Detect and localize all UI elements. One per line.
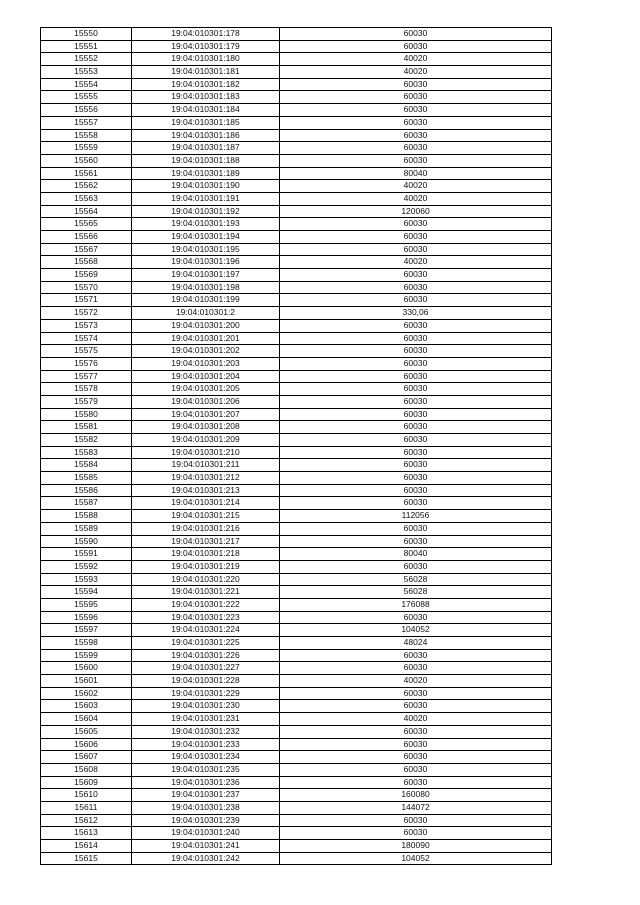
table-row [41, 357, 552, 370]
cadastral-number-cell: 19:04:010301:202 [132, 345, 280, 358]
cadastral-number-cell: 19:04:010301:187 [132, 142, 280, 155]
table-row [41, 104, 552, 117]
cadastral-number-cell: 19:04:010301:223 [132, 611, 280, 624]
value-cell: 60030 [280, 725, 552, 738]
table-row [41, 801, 552, 814]
value-cell: 180090 [280, 840, 552, 853]
cadastral-number-cell: 19:04:010301:218 [132, 548, 280, 561]
cadastral-number-cell: 19:04:010301:181 [132, 66, 280, 79]
row-number-cell: 15596 [41, 611, 132, 624]
row-number-cell: 15615 [41, 852, 132, 865]
value-cell: 60030 [280, 294, 552, 307]
table-row [41, 370, 552, 383]
row-number-cell: 15587 [41, 497, 132, 510]
row-number-cell: 15609 [41, 776, 132, 789]
cadastral-number-cell: 19:04:010301:221 [132, 586, 280, 599]
row-number-cell: 15570 [41, 281, 132, 294]
table-row [41, 649, 552, 662]
row-number-cell: 15558 [41, 129, 132, 142]
row-number-cell: 15557 [41, 116, 132, 129]
row-number-cell: 15589 [41, 522, 132, 535]
cadastral-number-cell: 19:04:010301:186 [132, 129, 280, 142]
value-cell: 330,06 [280, 307, 552, 320]
value-cell: 60030 [280, 649, 552, 662]
row-number-cell: 15603 [41, 700, 132, 713]
cadastral-number-cell: 19:04:010301:197 [132, 269, 280, 282]
table-row [41, 434, 552, 447]
row-number-cell: 15563 [41, 192, 132, 205]
table-row [41, 852, 552, 865]
row-number-cell: 15560 [41, 154, 132, 167]
cadastral-number-cell: 19:04:010301:184 [132, 104, 280, 117]
table-row [41, 294, 552, 307]
value-cell: 60030 [280, 408, 552, 421]
table-row [41, 243, 552, 256]
row-number-cell: 15594 [41, 586, 132, 599]
row-number-cell: 15566 [41, 231, 132, 244]
value-cell: 48024 [280, 637, 552, 650]
table-row [41, 142, 552, 155]
table-row [41, 687, 552, 700]
value-cell: 80040 [280, 548, 552, 561]
cadastral-number-cell: 19:04:010301:208 [132, 421, 280, 434]
cadastral-number-cell: 19:04:010301:204 [132, 370, 280, 383]
table-row [41, 408, 552, 421]
row-number-cell: 15610 [41, 789, 132, 802]
registry-table-body [41, 28, 552, 865]
cadastral-number-cell: 19:04:010301:232 [132, 725, 280, 738]
row-number-cell: 15602 [41, 687, 132, 700]
row-number-cell: 15614 [41, 840, 132, 853]
table-row [41, 484, 552, 497]
row-number-cell: 15595 [41, 598, 132, 611]
cadastral-number-cell: 19:04:010301:178 [132, 28, 280, 41]
row-number-cell: 15588 [41, 510, 132, 523]
value-cell: 60030 [280, 472, 552, 485]
value-cell: 60030 [280, 395, 552, 408]
cadastral-number-cell: 19:04:010301:216 [132, 522, 280, 535]
value-cell: 60030 [280, 560, 552, 573]
value-cell: 60030 [280, 154, 552, 167]
cadastral-number-cell: 19:04:010301:217 [132, 535, 280, 548]
row-number-cell: 15577 [41, 370, 132, 383]
cadastral-number-cell: 19:04:010301:231 [132, 713, 280, 726]
table-row [41, 675, 552, 688]
row-number-cell: 15564 [41, 205, 132, 218]
value-cell: 60030 [280, 497, 552, 510]
cadastral-number-cell: 19:04:010301:207 [132, 408, 280, 421]
table-row [41, 522, 552, 535]
table-row [41, 573, 552, 586]
cadastral-number-cell: 19:04:010301:227 [132, 662, 280, 675]
cadastral-number-cell: 19:04:010301:233 [132, 738, 280, 751]
cadastral-number-cell: 19:04:010301:206 [132, 395, 280, 408]
table-row [41, 624, 552, 637]
row-number-cell: 15556 [41, 104, 132, 117]
table-row [41, 598, 552, 611]
value-cell: 60030 [280, 218, 552, 231]
cadastral-number-cell: 19:04:010301:182 [132, 78, 280, 91]
value-cell: 104052 [280, 852, 552, 865]
value-cell: 60030 [280, 814, 552, 827]
row-number-cell: 15591 [41, 548, 132, 561]
cadastral-number-cell: 19:04:010301:215 [132, 510, 280, 523]
value-cell: 60030 [280, 535, 552, 548]
row-number-cell: 15569 [41, 269, 132, 282]
cadastral-number-cell: 19:04:010301:226 [132, 649, 280, 662]
table-row [41, 167, 552, 180]
value-cell: 60030 [280, 434, 552, 447]
row-number-cell: 15613 [41, 827, 132, 840]
row-number-cell: 15567 [41, 243, 132, 256]
table-row [41, 446, 552, 459]
row-number-cell: 15584 [41, 459, 132, 472]
cadastral-number-cell: 19:04:010301:194 [132, 231, 280, 244]
table-row [41, 332, 552, 345]
value-cell: 40020 [280, 713, 552, 726]
table-row [41, 776, 552, 789]
row-number-cell: 15593 [41, 573, 132, 586]
table-row [41, 472, 552, 485]
value-cell: 60030 [280, 763, 552, 776]
value-cell: 60030 [280, 243, 552, 256]
cadastral-number-cell: 19:04:010301:222 [132, 598, 280, 611]
value-cell: 40020 [280, 256, 552, 269]
row-number-cell: 15611 [41, 801, 132, 814]
value-cell: 40020 [280, 66, 552, 79]
cadastral-number-cell: 19:04:010301:201 [132, 332, 280, 345]
row-number-cell: 15559 [41, 142, 132, 155]
row-number-cell: 15612 [41, 814, 132, 827]
registry-table [40, 27, 552, 865]
value-cell: 60030 [280, 484, 552, 497]
value-cell: 60030 [280, 383, 552, 396]
cadastral-number-cell: 19:04:010301:2 [132, 307, 280, 320]
cadastral-number-cell: 19:04:010301:230 [132, 700, 280, 713]
table-row [41, 231, 552, 244]
table-row [41, 535, 552, 548]
table-row [41, 345, 552, 358]
value-cell: 60030 [280, 142, 552, 155]
value-cell: 60030 [280, 700, 552, 713]
value-cell: 60030 [280, 459, 552, 472]
value-cell: 60030 [280, 319, 552, 332]
cadastral-number-cell: 19:04:010301:193 [132, 218, 280, 231]
table-row [41, 586, 552, 599]
table-row [41, 319, 552, 332]
value-cell: 60030 [280, 104, 552, 117]
value-cell: 60030 [280, 231, 552, 244]
row-number-cell: 15573 [41, 319, 132, 332]
row-number-cell: 15607 [41, 751, 132, 764]
cadastral-number-cell: 19:04:010301:199 [132, 294, 280, 307]
table-row [41, 840, 552, 853]
cadastral-number-cell: 19:04:010301:180 [132, 53, 280, 66]
value-cell: 112056 [280, 510, 552, 523]
table-row [41, 611, 552, 624]
row-number-cell: 15565 [41, 218, 132, 231]
table-row [41, 560, 552, 573]
value-cell: 40020 [280, 192, 552, 205]
table-row [41, 713, 552, 726]
row-number-cell: 15572 [41, 307, 132, 320]
cadastral-number-cell: 19:04:010301:185 [132, 116, 280, 129]
value-cell: 60030 [280, 332, 552, 345]
cadastral-number-cell: 19:04:010301:236 [132, 776, 280, 789]
cadastral-number-cell: 19:04:010301:198 [132, 281, 280, 294]
table-row [41, 192, 552, 205]
value-cell: 60030 [280, 738, 552, 751]
cadastral-number-cell: 19:04:010301:190 [132, 180, 280, 193]
table-row [41, 307, 552, 320]
row-number-cell: 15568 [41, 256, 132, 269]
row-number-cell: 15551 [41, 40, 132, 53]
table-row [41, 738, 552, 751]
value-cell: 60030 [280, 28, 552, 41]
value-cell: 60030 [280, 40, 552, 53]
row-number-cell: 15575 [41, 345, 132, 358]
cadastral-number-cell: 19:04:010301:219 [132, 560, 280, 573]
value-cell: 176088 [280, 598, 552, 611]
value-cell: 60030 [280, 751, 552, 764]
table-row [41, 218, 552, 231]
table-row [41, 725, 552, 738]
cadastral-number-cell: 19:04:010301:225 [132, 637, 280, 650]
table-row [41, 53, 552, 66]
row-number-cell: 15580 [41, 408, 132, 421]
row-number-cell: 15581 [41, 421, 132, 434]
table-row [41, 40, 552, 53]
value-cell: 60030 [280, 611, 552, 624]
row-number-cell: 15600 [41, 662, 132, 675]
value-cell: 60030 [280, 357, 552, 370]
cadastral-number-cell: 19:04:010301:242 [132, 852, 280, 865]
value-cell: 60030 [280, 116, 552, 129]
table-row [41, 281, 552, 294]
row-number-cell: 15585 [41, 472, 132, 485]
value-cell: 40020 [280, 180, 552, 193]
cadastral-number-cell: 19:04:010301:220 [132, 573, 280, 586]
table-row [41, 510, 552, 523]
row-number-cell: 15586 [41, 484, 132, 497]
row-number-cell: 15579 [41, 395, 132, 408]
cadastral-number-cell: 19:04:010301:237 [132, 789, 280, 802]
value-cell: 56028 [280, 586, 552, 599]
row-number-cell: 15550 [41, 28, 132, 41]
cadastral-number-cell: 19:04:010301:195 [132, 243, 280, 256]
table-row [41, 205, 552, 218]
value-cell: 60030 [280, 281, 552, 294]
table-row [41, 662, 552, 675]
row-number-cell: 15561 [41, 167, 132, 180]
table-row [41, 763, 552, 776]
row-number-cell: 15562 [41, 180, 132, 193]
table-row [41, 548, 552, 561]
table-row [41, 256, 552, 269]
value-cell: 60030 [280, 662, 552, 675]
cadastral-number-cell: 19:04:010301:209 [132, 434, 280, 447]
cadastral-number-cell: 19:04:010301:240 [132, 827, 280, 840]
row-number-cell: 15605 [41, 725, 132, 738]
cadastral-number-cell: 19:04:010301:205 [132, 383, 280, 396]
table-row [41, 395, 552, 408]
value-cell: 60030 [280, 421, 552, 434]
cadastral-number-cell: 19:04:010301:192 [132, 205, 280, 218]
row-number-cell: 15571 [41, 294, 132, 307]
cadastral-number-cell: 19:04:010301:229 [132, 687, 280, 700]
cadastral-number-cell: 19:04:010301:238 [132, 801, 280, 814]
cadastral-number-cell: 19:04:010301:179 [132, 40, 280, 53]
value-cell: 60030 [280, 687, 552, 700]
value-cell: 60030 [280, 522, 552, 535]
row-number-cell: 15574 [41, 332, 132, 345]
value-cell: 160080 [280, 789, 552, 802]
cadastral-number-cell: 19:04:010301:211 [132, 459, 280, 472]
row-number-cell: 15599 [41, 649, 132, 662]
table-row [41, 827, 552, 840]
value-cell: 60030 [280, 78, 552, 91]
table-row [41, 180, 552, 193]
cadastral-number-cell: 19:04:010301:239 [132, 814, 280, 827]
cadastral-number-cell: 19:04:010301:191 [132, 192, 280, 205]
table-row [41, 28, 552, 41]
cadastral-number-cell: 19:04:010301:214 [132, 497, 280, 510]
value-cell: 80040 [280, 167, 552, 180]
cadastral-number-cell: 19:04:010301:210 [132, 446, 280, 459]
table-row [41, 66, 552, 79]
cadastral-number-cell: 19:04:010301:224 [132, 624, 280, 637]
table-row [41, 154, 552, 167]
row-number-cell: 15553 [41, 66, 132, 79]
table-row [41, 269, 552, 282]
row-number-cell: 15552 [41, 53, 132, 66]
value-cell: 60030 [280, 269, 552, 282]
row-number-cell: 15598 [41, 637, 132, 650]
value-cell: 144072 [280, 801, 552, 814]
row-number-cell: 15554 [41, 78, 132, 91]
table-row [41, 129, 552, 142]
table-row [41, 497, 552, 510]
row-number-cell: 15606 [41, 738, 132, 751]
table-row [41, 789, 552, 802]
cadastral-number-cell: 19:04:010301:200 [132, 319, 280, 332]
value-cell: 40020 [280, 53, 552, 66]
table-row [41, 421, 552, 434]
value-cell: 60030 [280, 827, 552, 840]
cadastral-number-cell: 19:04:010301:188 [132, 154, 280, 167]
table-row [41, 700, 552, 713]
value-cell: 40020 [280, 675, 552, 688]
row-number-cell: 15583 [41, 446, 132, 459]
row-number-cell: 15582 [41, 434, 132, 447]
cadastral-number-cell: 19:04:010301:213 [132, 484, 280, 497]
row-number-cell: 15576 [41, 357, 132, 370]
table-row [41, 751, 552, 764]
cadastral-number-cell: 19:04:010301:235 [132, 763, 280, 776]
row-number-cell: 15597 [41, 624, 132, 637]
value-cell: 60030 [280, 370, 552, 383]
row-number-cell: 15601 [41, 675, 132, 688]
table-row [41, 459, 552, 472]
value-cell: 60030 [280, 345, 552, 358]
value-cell: 60030 [280, 446, 552, 459]
value-cell: 60030 [280, 129, 552, 142]
cadastral-number-cell: 19:04:010301:183 [132, 91, 280, 104]
value-cell: 120060 [280, 205, 552, 218]
cadastral-number-cell: 19:04:010301:212 [132, 472, 280, 485]
value-cell: 60030 [280, 91, 552, 104]
cadastral-number-cell: 19:04:010301:189 [132, 167, 280, 180]
table-row [41, 637, 552, 650]
value-cell: 56028 [280, 573, 552, 586]
table-row [41, 814, 552, 827]
cadastral-number-cell: 19:04:010301:228 [132, 675, 280, 688]
cadastral-number-cell: 19:04:010301:203 [132, 357, 280, 370]
row-number-cell: 15608 [41, 763, 132, 776]
cadastral-number-cell: 19:04:010301:196 [132, 256, 280, 269]
value-cell: 60030 [280, 776, 552, 789]
row-number-cell: 15604 [41, 713, 132, 726]
row-number-cell: 15592 [41, 560, 132, 573]
row-number-cell: 15578 [41, 383, 132, 396]
row-number-cell: 15555 [41, 91, 132, 104]
table-row [41, 78, 552, 91]
cadastral-number-cell: 19:04:010301:234 [132, 751, 280, 764]
table-row [41, 116, 552, 129]
table-row [41, 383, 552, 396]
row-number-cell: 15590 [41, 535, 132, 548]
cadastral-number-cell: 19:04:010301:241 [132, 840, 280, 853]
value-cell: 104052 [280, 624, 552, 637]
table-row [41, 91, 552, 104]
